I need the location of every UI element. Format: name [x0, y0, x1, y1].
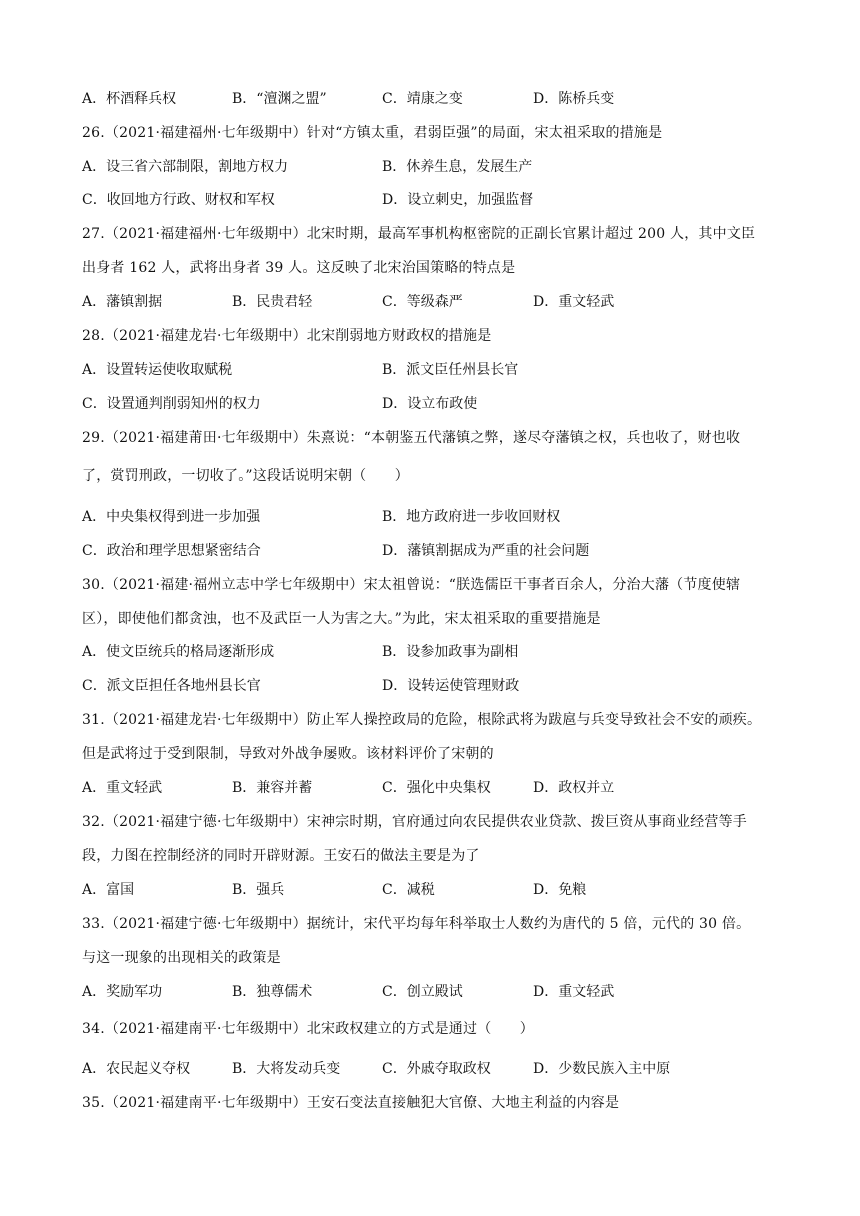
q30-stem-line2: 区），即使他们都贪浊，也不及武臣一人为害之大。”为此，宋太祖采取的重要措施是 [82, 611, 601, 627]
q28-option-b[interactable]: B．派文臣任州县长官 [382, 362, 519, 378]
q30-option-b[interactable]: B．设参加政事为副相 [382, 644, 519, 660]
q29-option-b[interactable]: B．地方政府进一步收回财权 [382, 509, 561, 525]
q32-option-a[interactable]: A．富国 [82, 882, 135, 898]
q27-stem-line2: 出身者 162 人，武将出身者 39 人。这反映了北宋治国策略的特点是 [82, 260, 516, 276]
q29-option-d[interactable]: D．藩镇割据成为严重的社会问题 [382, 543, 590, 559]
q32-option-d[interactable]: D．免粮 [533, 882, 587, 898]
q27-stem-line1: 27.（2021·福建福州·七年级期中）北宋时期，最高军事机构枢密院的正副长官累计超过 200 人，其中文臣 [82, 226, 756, 242]
q27-option-c[interactable]: C．等级森严 [382, 294, 463, 310]
q34-option-b[interactable]: B．大将发动兵变 [232, 1061, 341, 1077]
q29-option-a[interactable]: A．中央集权得到进一步加强 [82, 509, 261, 525]
q29-option-c[interactable]: C．政治和理学思想紧密结合 [82, 543, 261, 559]
q34-option-c[interactable]: C．外戚夺取政权 [382, 1061, 491, 1077]
q32-option-c[interactable]: C．减税 [382, 882, 435, 898]
q27-option-a[interactable]: A．藩镇割据 [82, 294, 163, 310]
q34-stem: 34.（2021·福建南平·七年级期中）北宋政权建立的方式是通过（ ） [82, 1021, 534, 1037]
q27-option-d[interactable]: D．重文轻武 [533, 294, 615, 310]
q26-option-a[interactable]: A．设三省六部制限，割地方权力 [82, 159, 289, 175]
q28-option-c[interactable]: C．设置通判削弱知州的权力 [82, 396, 261, 412]
q25-option-d[interactable]: D．陈桥兵变 [533, 91, 615, 107]
q32-option-b[interactable]: B．强兵 [232, 882, 285, 898]
q26-option-d[interactable]: D．设立刺史，加强监督 [382, 192, 534, 208]
q25-option-a[interactable]: A．杯酒释兵权 [82, 91, 177, 107]
q27-option-b[interactable]: B．民贵君轻 [232, 294, 313, 310]
q33-option-a[interactable]: A．奖励军功 [82, 984, 163, 1000]
q31-option-c[interactable]: C．强化中央集权 [382, 780, 491, 796]
q29-stem-line1: 29.（2021·福建莆田·七年级期中）朱熹说：“本朝鉴五代藩镇之弊，遂尽夺藩镇之权，兵也收了，财也收 [82, 430, 741, 446]
q30-stem-line1: 30.（2021·福建·福州立志中学七年级期中）宋太祖曾说：“朕选儒臣干事者百余人，分治大藩（节度使辖 [82, 577, 741, 593]
q33-option-d[interactable]: D．重文轻武 [533, 984, 615, 1000]
q32-stem-line1: 32.（2021·福建宁德·七年级期中）宋神宗时期，官府通过向农民提供农业贷款、拨巨资从事商业经营等手 [82, 814, 747, 830]
q30-option-c[interactable]: C．派文臣担任各地州县长官 [82, 678, 261, 694]
q33-stem-line2: 与这一现象的出现相关的政策是 [82, 950, 281, 966]
q30-option-d[interactable]: D．设转运使管理财政 [382, 678, 520, 694]
q25-option-c[interactable]: C．靖康之变 [382, 91, 463, 107]
q31-stem-line1: 31.（2021·福建龙岩·七年级期中）防止军人操控政局的危险，根除武将为跋扈与兵变导致社会不安的顽疾。 [82, 712, 762, 728]
q28-option-a[interactable]: A．设置转运使收取赋税 [82, 362, 233, 378]
q31-stem-line2: 但是武将过于受到限制，导致对外战争屡败。该材料评价了宋朝的 [82, 746, 494, 762]
q32-stem-line2: 段，力图在控制经济的同时开辟财源。王安石的做法主要是为了 [82, 848, 480, 864]
q28-option-d[interactable]: D．设立布政使 [382, 396, 478, 412]
q33-stem-line1: 33.（2021·福建宁德·七年级期中）据统计，宋代平均每年科举取士人数约为唐代的 5 倍，元代的 30 倍。 [82, 916, 751, 932]
q33-option-b[interactable]: B．独尊儒术 [232, 984, 313, 1000]
q31-option-b[interactable]: B．兼容并蓄 [232, 780, 313, 796]
q31-option-a[interactable]: A．重文轻武 [82, 780, 163, 796]
q33-option-c[interactable]: C．创立殿试 [382, 984, 463, 1000]
q34-option-d[interactable]: D．少数民族入主中原 [533, 1061, 671, 1077]
q25-option-b[interactable]: B．“澶渊之盟” [232, 91, 327, 107]
q26-option-c[interactable]: C．收回地方行政、财权和军权 [82, 192, 275, 208]
q31-option-d[interactable]: D．政权并立 [533, 780, 615, 796]
q29-stem-line2: 了，赏罚刑政，一切收了。”这段话说明宋朝（ ） [82, 468, 409, 484]
q35-stem: 35.（2021·福建南平·七年级期中）王安石变法直接触犯大官僚、大地主利益的内容是 [82, 1095, 620, 1111]
q28-stem: 28.（2021·福建龙岩·七年级期中）北宋削弱地方财政权的措施是 [82, 328, 492, 344]
q34-option-a[interactable]: A．农民起义夺权 [82, 1061, 191, 1077]
q30-option-a[interactable]: A．使文臣统兵的格局逐渐形成 [82, 644, 275, 660]
q26-option-b[interactable]: B．休养生息，发展生产 [382, 159, 533, 175]
q26-stem: 26.（2021·福建福州·七年级期中）针对“方镇太重，君弱臣强”的局面，宋太祖采取的措施是 [82, 125, 663, 141]
